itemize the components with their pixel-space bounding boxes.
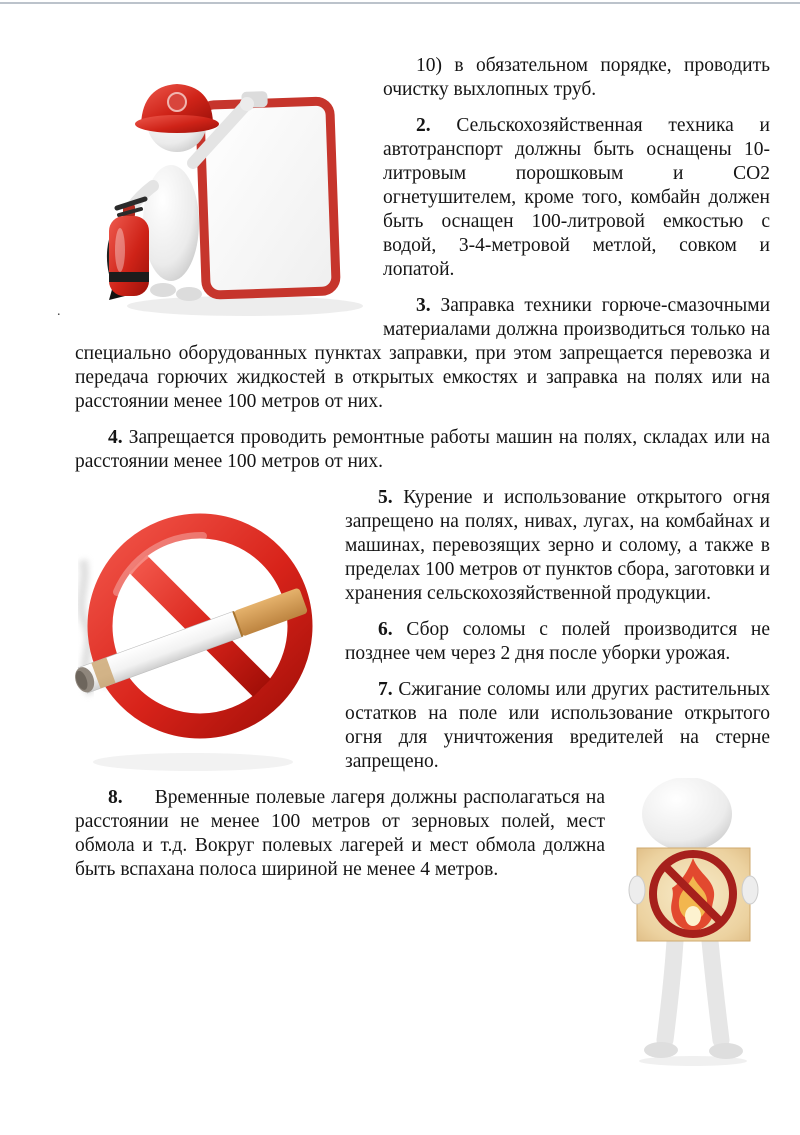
no-smoking-sign-illustration [55, 488, 330, 776]
paragraph-3-number: 3. [416, 295, 431, 316]
figure-holding-no-open-fire-sign-illustration [615, 778, 765, 1068]
paragraph-6-number: 6. [378, 619, 393, 640]
fireman-illustration-svg [95, 58, 375, 330]
paragraph-8-text: Временные полевые лагеря должны располагаться на расстоянии не менее 100 метров от зерновых полей, мест обмола и т.д. Вокруг полевых лагерей и мест обмола должна быть вспахана полоса шириной не менее 4 метров. [75, 787, 605, 880]
paragraph-4-number: 4. [108, 427, 123, 448]
section-top [75, 54, 770, 426]
section-middle [75, 486, 770, 786]
no-open-fire-svg [615, 778, 765, 1068]
section-bottom [75, 786, 770, 882]
paragraph-7-text: Сжигание соломы или других растительных остатков на поле или использование открытого огня для уничтожения вредителей на стерне запрещено. [345, 679, 770, 772]
paragraph-8-number: 8. [108, 787, 123, 808]
paragraph-10-text: в обязательном порядке, проводить очистку выхлопных труб. [383, 55, 771, 100]
fireman-with-extinguisher-and-blank-board-illustration [95, 58, 375, 330]
paragraph-7-number: 7. [378, 679, 393, 700]
paragraph-6-text: Сбор соломы с полей производится не позднее чем через 2 дня после уборки урожая. [345, 619, 771, 664]
paragraph-5-text: Курение и использование открытого огня запрещено на полях, нивах, лугах, на комбайнах и машинах, перевозящих зерно и солому, а также в пределах 100 метров от пунктов сбора, заготовки и хранения сельскохозяйственной продукции. [345, 487, 771, 604]
paragraph-3-text: Заправка техники горюче-смазочными материалами должна производиться только на специально оборудованных пунктах заправки, при этом запрещается перевозка и передача горючих жидкостей в открытых емкостях и заправка на полях или на расстоянии менее 100 метров от них. [75, 295, 771, 412]
paragraph-2-text: Сельскохозяйственная техника и автотранспорт должны быть оснащены 10-литровым порошковым и CO2 огнетушителем, кроме того, комбайн должен быть оснащен 100-литровой емкостью с водой, 3-4-метровой метлой, совком и лопатой. [383, 115, 770, 280]
paragraph-10-number: 10) [416, 55, 442, 76]
paragraph-2-number: 2. [416, 115, 431, 136]
paragraph-5-number: 5. [378, 487, 393, 508]
paragraph-4-text: Запрещается проводить ремонтные работы машин на полях, складах или на расстоянии менее 100 метров от них. [75, 427, 771, 472]
no-smoking-svg [55, 488, 330, 776]
stray-mark: . [57, 304, 61, 319]
paragraph-4 [75, 426, 770, 474]
page-top-divider [0, 2, 800, 4]
